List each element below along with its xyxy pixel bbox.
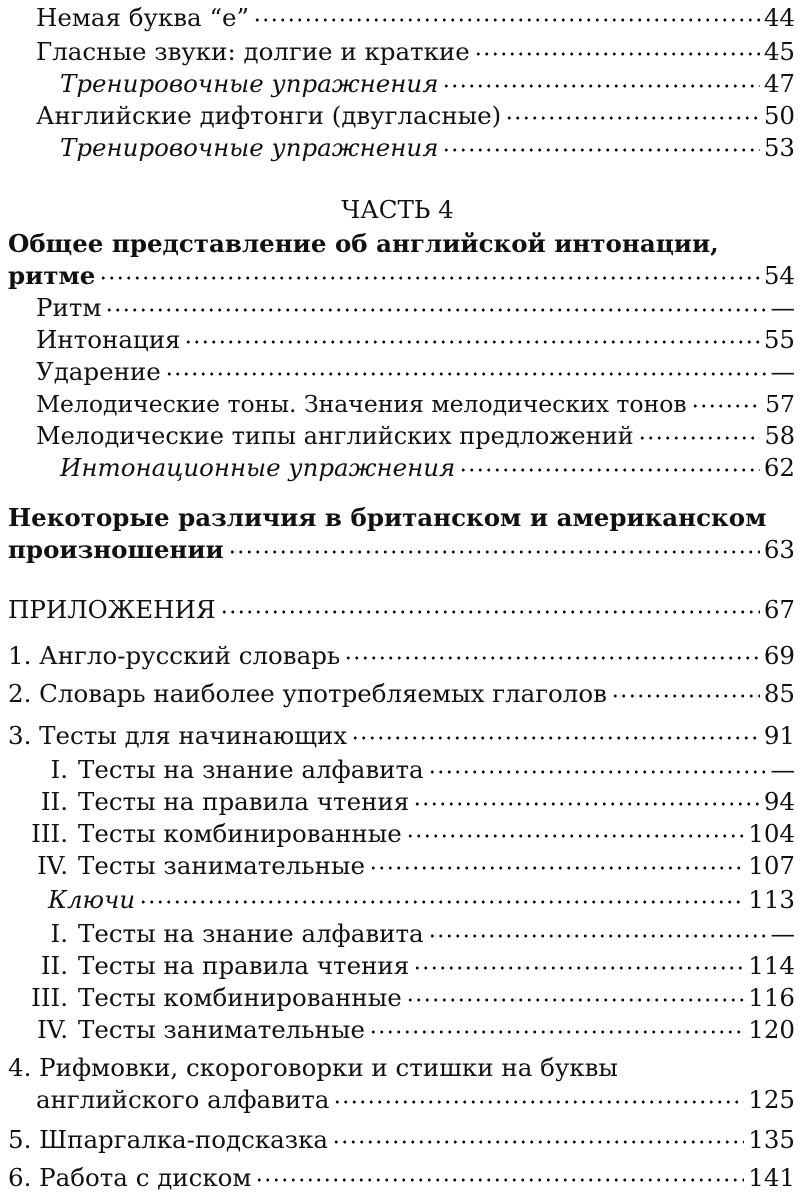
dot-leader [505,102,760,124]
dot-leader [351,722,760,744]
section-title: Некоторые различия в британском и американском [8,503,767,532]
dot-leader [638,422,761,444]
toc-entry[interactable] [0,950,795,982]
toc-entry[interactable] [0,534,795,566]
entry-page: 69 [763,641,795,670]
roman-numeral: IV. [37,1015,68,1044]
toc-entry[interactable] [0,420,795,452]
dot-leader [442,70,759,92]
dot-leader [413,952,744,974]
toc-entry[interactable] [0,100,795,132]
toc-entry[interactable] [0,388,795,420]
dot-leader [369,852,744,874]
dot-leader [165,358,767,380]
dot-leader [406,984,744,1006]
entry-page: 113 [748,885,795,914]
entry-page: 58 [764,422,795,450]
entry-title: 2. Словарь наиболее употребляемых глаголов [8,679,607,708]
entry-page: 94 [763,787,795,816]
entry-title: 5. Шпаргалка-подсказка [8,1125,329,1154]
roman-numeral: I. [50,755,68,784]
toc-entry[interactable] [0,1014,795,1046]
entry-page: 54 [763,261,795,290]
entry-page: — [770,357,795,386]
entry-page: 47 [763,69,795,98]
entry-page: 91 [763,721,795,750]
dot-leader [369,1016,744,1038]
dot-leader [428,920,767,942]
dot-leader [228,536,760,558]
dot-leader [255,1164,744,1186]
entry-page: 57 [765,390,795,418]
toc-entry[interactable] [0,594,795,626]
roman-numeral: I. [50,919,68,948]
toc-entry[interactable] [0,132,795,164]
dot-leader [611,680,760,702]
entry-title: Интонационные упражнения [60,453,456,482]
toc-entry[interactable] [0,1162,795,1194]
toc-entry[interactable] [0,2,795,34]
entry-title: 1. Англо-русский словарь [8,641,341,670]
entry-title: Ритм [36,293,102,322]
dot-leader [413,788,760,810]
entry-page: 50 [763,101,795,130]
toc-entry[interactable] [0,452,795,484]
toc-entry[interactable] [0,982,795,1014]
toc-entry[interactable] [0,786,795,818]
toc-entry[interactable] [0,260,795,292]
entry-page: 141 [748,1163,795,1192]
entry-page: 62 [763,453,795,482]
entry-title: Тесты комбинированные [78,983,402,1012]
dot-leader [333,1086,744,1108]
entry-title: английского алфавита [36,1085,330,1114]
dot-leader [184,326,759,348]
toc-entry[interactable] [0,818,795,850]
entry-title: Гласные звуки: долгие и краткие [36,37,470,66]
roman-numeral: II. [40,787,68,816]
entry-title: Тренировочные упражнения [60,133,439,162]
roman-numeral: III. [31,983,68,1012]
toc-entry[interactable] [0,720,795,752]
toc-entry[interactable] [0,754,795,786]
entry-page: 135 [748,1125,795,1154]
toc-entry[interactable] [0,292,795,324]
entry-title: Ударение [36,357,161,386]
entry-page: 120 [748,1015,795,1044]
entry-page: — [770,293,795,322]
section-title: Общее представление об английской интонации, [8,229,719,258]
entry-title: Немая буква “е” [36,3,249,32]
entry-page: 114 [748,951,795,980]
roman-numeral: IV. [37,851,68,880]
entry-title: 4. Рифмовки, скороговорки и стишки на буквы [8,1053,618,1082]
toc-entry[interactable] [0,918,795,950]
entry-title: 3. Тесты для начинающих [8,721,348,750]
entry-title: Интонация [36,325,181,354]
entry-page: 116 [748,983,795,1012]
entry-page: 55 [763,325,795,354]
dot-leader [344,642,760,664]
entry-title: Тесты на знание алфавита [78,919,424,948]
toc-entry[interactable] [0,850,795,882]
toc-entry[interactable] [0,356,795,388]
entry-page: 63 [763,535,795,564]
part-heading: ЧАСТЬ 4 [341,195,454,224]
roman-numeral: III. [31,819,68,848]
entry-page: — [770,919,795,948]
toc-entry[interactable] [0,678,795,710]
entry-title: Ключи [48,885,136,914]
entry-title: Тесты на правила чтения [78,787,410,816]
dot-leader [332,1126,744,1148]
toc-entry[interactable] [0,1124,795,1156]
entry-title: Тренировочные упражнения [60,69,439,98]
dot-leader [99,262,759,284]
entry-title: 6. Работа с диском [8,1163,252,1192]
entry-page: 107 [748,851,795,880]
entry-title: ритме [8,261,96,290]
dot-leader [220,596,760,618]
dot-leader [474,38,760,60]
roman-numeral: II. [40,951,68,980]
dot-leader [139,886,744,908]
toc-entry[interactable] [0,68,795,100]
entry-title: Тесты на знание алфавита [78,755,424,784]
toc-entry[interactable] [0,324,795,356]
dot-leader [105,294,766,316]
dot-leader [459,454,760,476]
entry-title: Английские дифтонги (двугласные) [36,101,502,130]
entry-page: 53 [763,133,795,162]
entry-page: 45 [763,37,795,66]
toc-entry[interactable] [0,1084,795,1116]
entry-title: Мелодические тоны. Значения мелодических тонов [36,390,687,418]
entry-title: Тесты на правила чтения [78,951,410,980]
dot-leader [428,756,767,778]
entry-page: 85 [763,679,795,708]
dot-leader [442,134,759,156]
toc-entry[interactable] [0,640,795,672]
toc-entry[interactable] [0,36,795,68]
entry-title: произношении [8,535,224,564]
entry-title: Мелодические типы английских предложений [36,422,634,450]
toc-entry[interactable] [0,884,795,916]
appendices-heading: ПРИЛОЖЕНИЯ [8,595,216,624]
dot-leader [253,4,760,26]
dot-leader [691,391,761,412]
entry-title: Тесты занимательные [78,1015,365,1044]
entry-title: Тесты комбинированные [78,819,402,848]
entry-page: 125 [748,1085,795,1114]
entry-page: 44 [763,3,795,32]
entry-title: Тесты занимательные [78,851,365,880]
dot-leader [406,820,744,842]
entry-page: 104 [748,819,795,848]
entry-page: 67 [763,595,795,624]
entry-page: — [770,755,795,784]
